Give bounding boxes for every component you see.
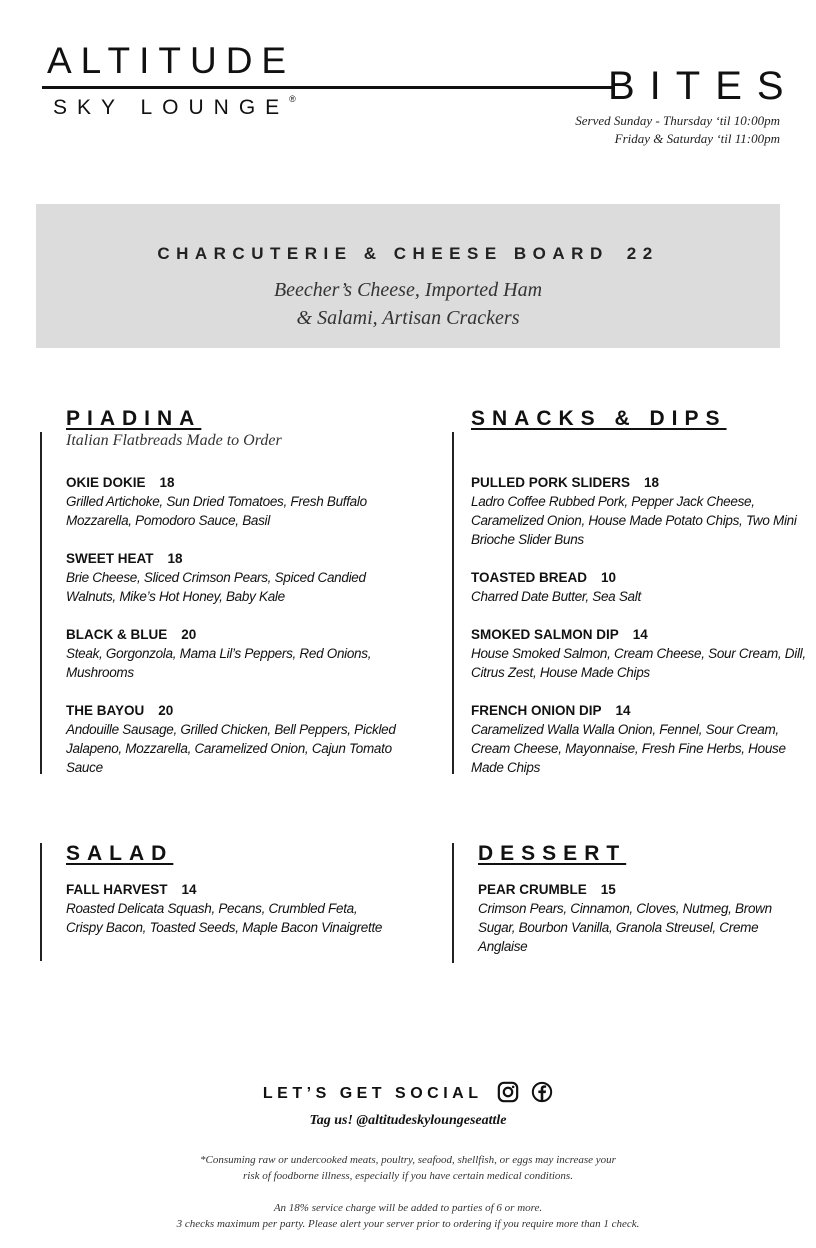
item-title xyxy=(66,701,421,720)
item-name: PEAR CRUMBLE xyxy=(478,882,587,897)
item-price: 10 xyxy=(601,570,617,585)
trademark-symbol: ® xyxy=(289,94,296,104)
service-note-line: 3 checks maximum per party. Please alert your server prior to ordering if you require more than 1 check. xyxy=(176,1218,640,1230)
item-description: Crimson Pears, Cinnamon, Cloves, Nutmeg, Brown Sugar, Bourbon Vanilla, Granola Streusel, Creme Anglaise xyxy=(478,901,772,954)
item-title xyxy=(66,880,396,899)
menu-item xyxy=(66,701,421,777)
menu-item xyxy=(471,625,811,682)
item-description: Roasted Delicata Squash, Pecans, Crumbled Feta, Crispy Bacon, Toasted Seeds, Maple Bacon Vinaigrette xyxy=(66,901,383,935)
menu-item xyxy=(471,568,811,606)
social-label: LET’S GET SOCIAL xyxy=(262,1085,483,1103)
brand-name: ALTITUDE xyxy=(47,40,296,81)
item-description: Caramelized Walla Walla Onion, Fennel, Sour Cream, Cream Cheese, Mayonnaise, Fresh Fine Herbs, House Made Chips xyxy=(471,722,786,775)
item-description: Brie Cheese, Sliced Crimson Pears, Spiced Candied Walnuts, Mike’s Hot Honey, Baby Kale xyxy=(66,570,366,604)
item-price: 18 xyxy=(644,475,660,490)
featured-desc-line: & Salami, Artisan Crackers xyxy=(296,307,520,329)
section-divider-bar xyxy=(452,432,454,774)
disclaimer-line: risk of foodborne illness, especially if you have certain medical conditions. xyxy=(243,1170,573,1182)
featured-name: CHARCUTERIE & CHEESE BOARD xyxy=(157,244,609,263)
item-name: FRENCH ONION DIP xyxy=(471,703,602,718)
menu-item xyxy=(66,880,396,937)
item-description: Ladro Coffee Rubbed Pork, Pepper Jack Cheese, Caramelized Onion, House Made Potato Chips, Two Mini Brioche Slider Buns xyxy=(471,494,797,547)
featured-title xyxy=(36,244,780,264)
menu-item xyxy=(471,701,811,777)
section-divider-bar xyxy=(40,432,42,774)
menu-item xyxy=(471,473,811,549)
instagram-icon[interactable] xyxy=(497,1081,519,1103)
hours-weekend: Friday & Saturday ‘til 11:00pm xyxy=(614,131,780,146)
item-price: 20 xyxy=(158,703,174,718)
item-name: FALL HARVEST xyxy=(66,882,168,897)
food-safety-disclaimer xyxy=(0,1152,816,1184)
item-title xyxy=(66,625,406,644)
item-price: 15 xyxy=(600,882,616,897)
item-title xyxy=(478,880,798,899)
section-divider-bar xyxy=(40,843,42,961)
section-divider-bar xyxy=(452,843,454,963)
item-description: Charred Date Butter, Sea Salt xyxy=(471,589,641,604)
section-title-piadina: PIADINA xyxy=(66,407,202,430)
item-description: Grilled Artichoke, Sun Dried Tomatoes, Fresh Buffalo Mozzarella, Pomodoro Sauce, Basil xyxy=(66,494,367,528)
facebook-icon[interactable] xyxy=(531,1081,553,1103)
item-title xyxy=(471,473,811,492)
section-title-snacks: SNACKS & DIPS xyxy=(471,407,727,430)
item-name: PULLED PORK SLIDERS xyxy=(471,475,631,490)
item-title xyxy=(471,568,811,587)
item-description: Andouille Sausage, Grilled Chicken, Bell Peppers, Pickled Jalapeno, Mozzarella, Caramelized Onion, Cajun Tomato Sauce xyxy=(66,722,396,775)
menu-item xyxy=(478,880,798,956)
item-price: 20 xyxy=(181,627,197,642)
item-price: 14 xyxy=(615,703,631,718)
item-name: TOASTED BREAD xyxy=(471,570,588,585)
item-name: SMOKED SALMON DIP xyxy=(471,627,619,642)
header-divider xyxy=(42,86,614,89)
service-note-line: An 18% service charge will be added to parties of 6 or more. xyxy=(273,1202,543,1214)
item-description: House Smoked Salmon, Cream Cheese, Sour Cream, Dill, Citrus Zest, House Made Chips xyxy=(471,646,806,680)
featured-price: 22 xyxy=(626,244,659,263)
item-name: OKIE DOKIE xyxy=(66,475,146,490)
menu-item xyxy=(66,473,406,530)
item-title xyxy=(471,701,811,720)
item-title xyxy=(66,473,406,492)
brand-subtitle-text: SKY LOUNGE xyxy=(53,96,290,119)
item-price: 18 xyxy=(159,475,175,490)
item-description: Steak, Gorgonzola, Mama Lil’s Peppers, Red Onions, Mushrooms xyxy=(66,646,372,680)
service-hours xyxy=(575,112,780,148)
item-title xyxy=(66,549,406,568)
section-subtitle-piadina: Italian Flatbreads Made to Order xyxy=(66,432,282,449)
item-title xyxy=(471,625,811,644)
item-name: THE BAYOU xyxy=(66,703,145,718)
item-name: BLACK & BLUE xyxy=(66,627,168,642)
section-title-dessert: DESSERT xyxy=(478,842,627,865)
brand-subtitle xyxy=(53,94,296,119)
featured-desc-line: Beecher’s Cheese, Imported Ham xyxy=(273,279,543,301)
featured-description xyxy=(36,276,780,332)
service-charge-note xyxy=(0,1200,816,1232)
menu-title: BITES xyxy=(608,64,799,108)
social-heading xyxy=(0,1083,816,1105)
item-price: 14 xyxy=(181,882,197,897)
menu-item xyxy=(66,549,406,606)
social-tag-line: Tag us! @altitudeskyloungeseattle xyxy=(309,1113,507,1128)
hours-weekday: Served Sunday - Thursday ‘til 10:00pm xyxy=(575,113,780,128)
item-price: 14 xyxy=(632,627,648,642)
disclaimer-line: *Consuming raw or undercooked meats, poultry, seafood, shellfish, or eggs may increase your xyxy=(200,1154,616,1166)
section-title-salad: SALAD xyxy=(66,842,174,865)
item-name: SWEET HEAT xyxy=(66,551,154,566)
menu-item xyxy=(66,625,406,682)
featured-board xyxy=(36,204,780,348)
item-price: 18 xyxy=(167,551,183,566)
